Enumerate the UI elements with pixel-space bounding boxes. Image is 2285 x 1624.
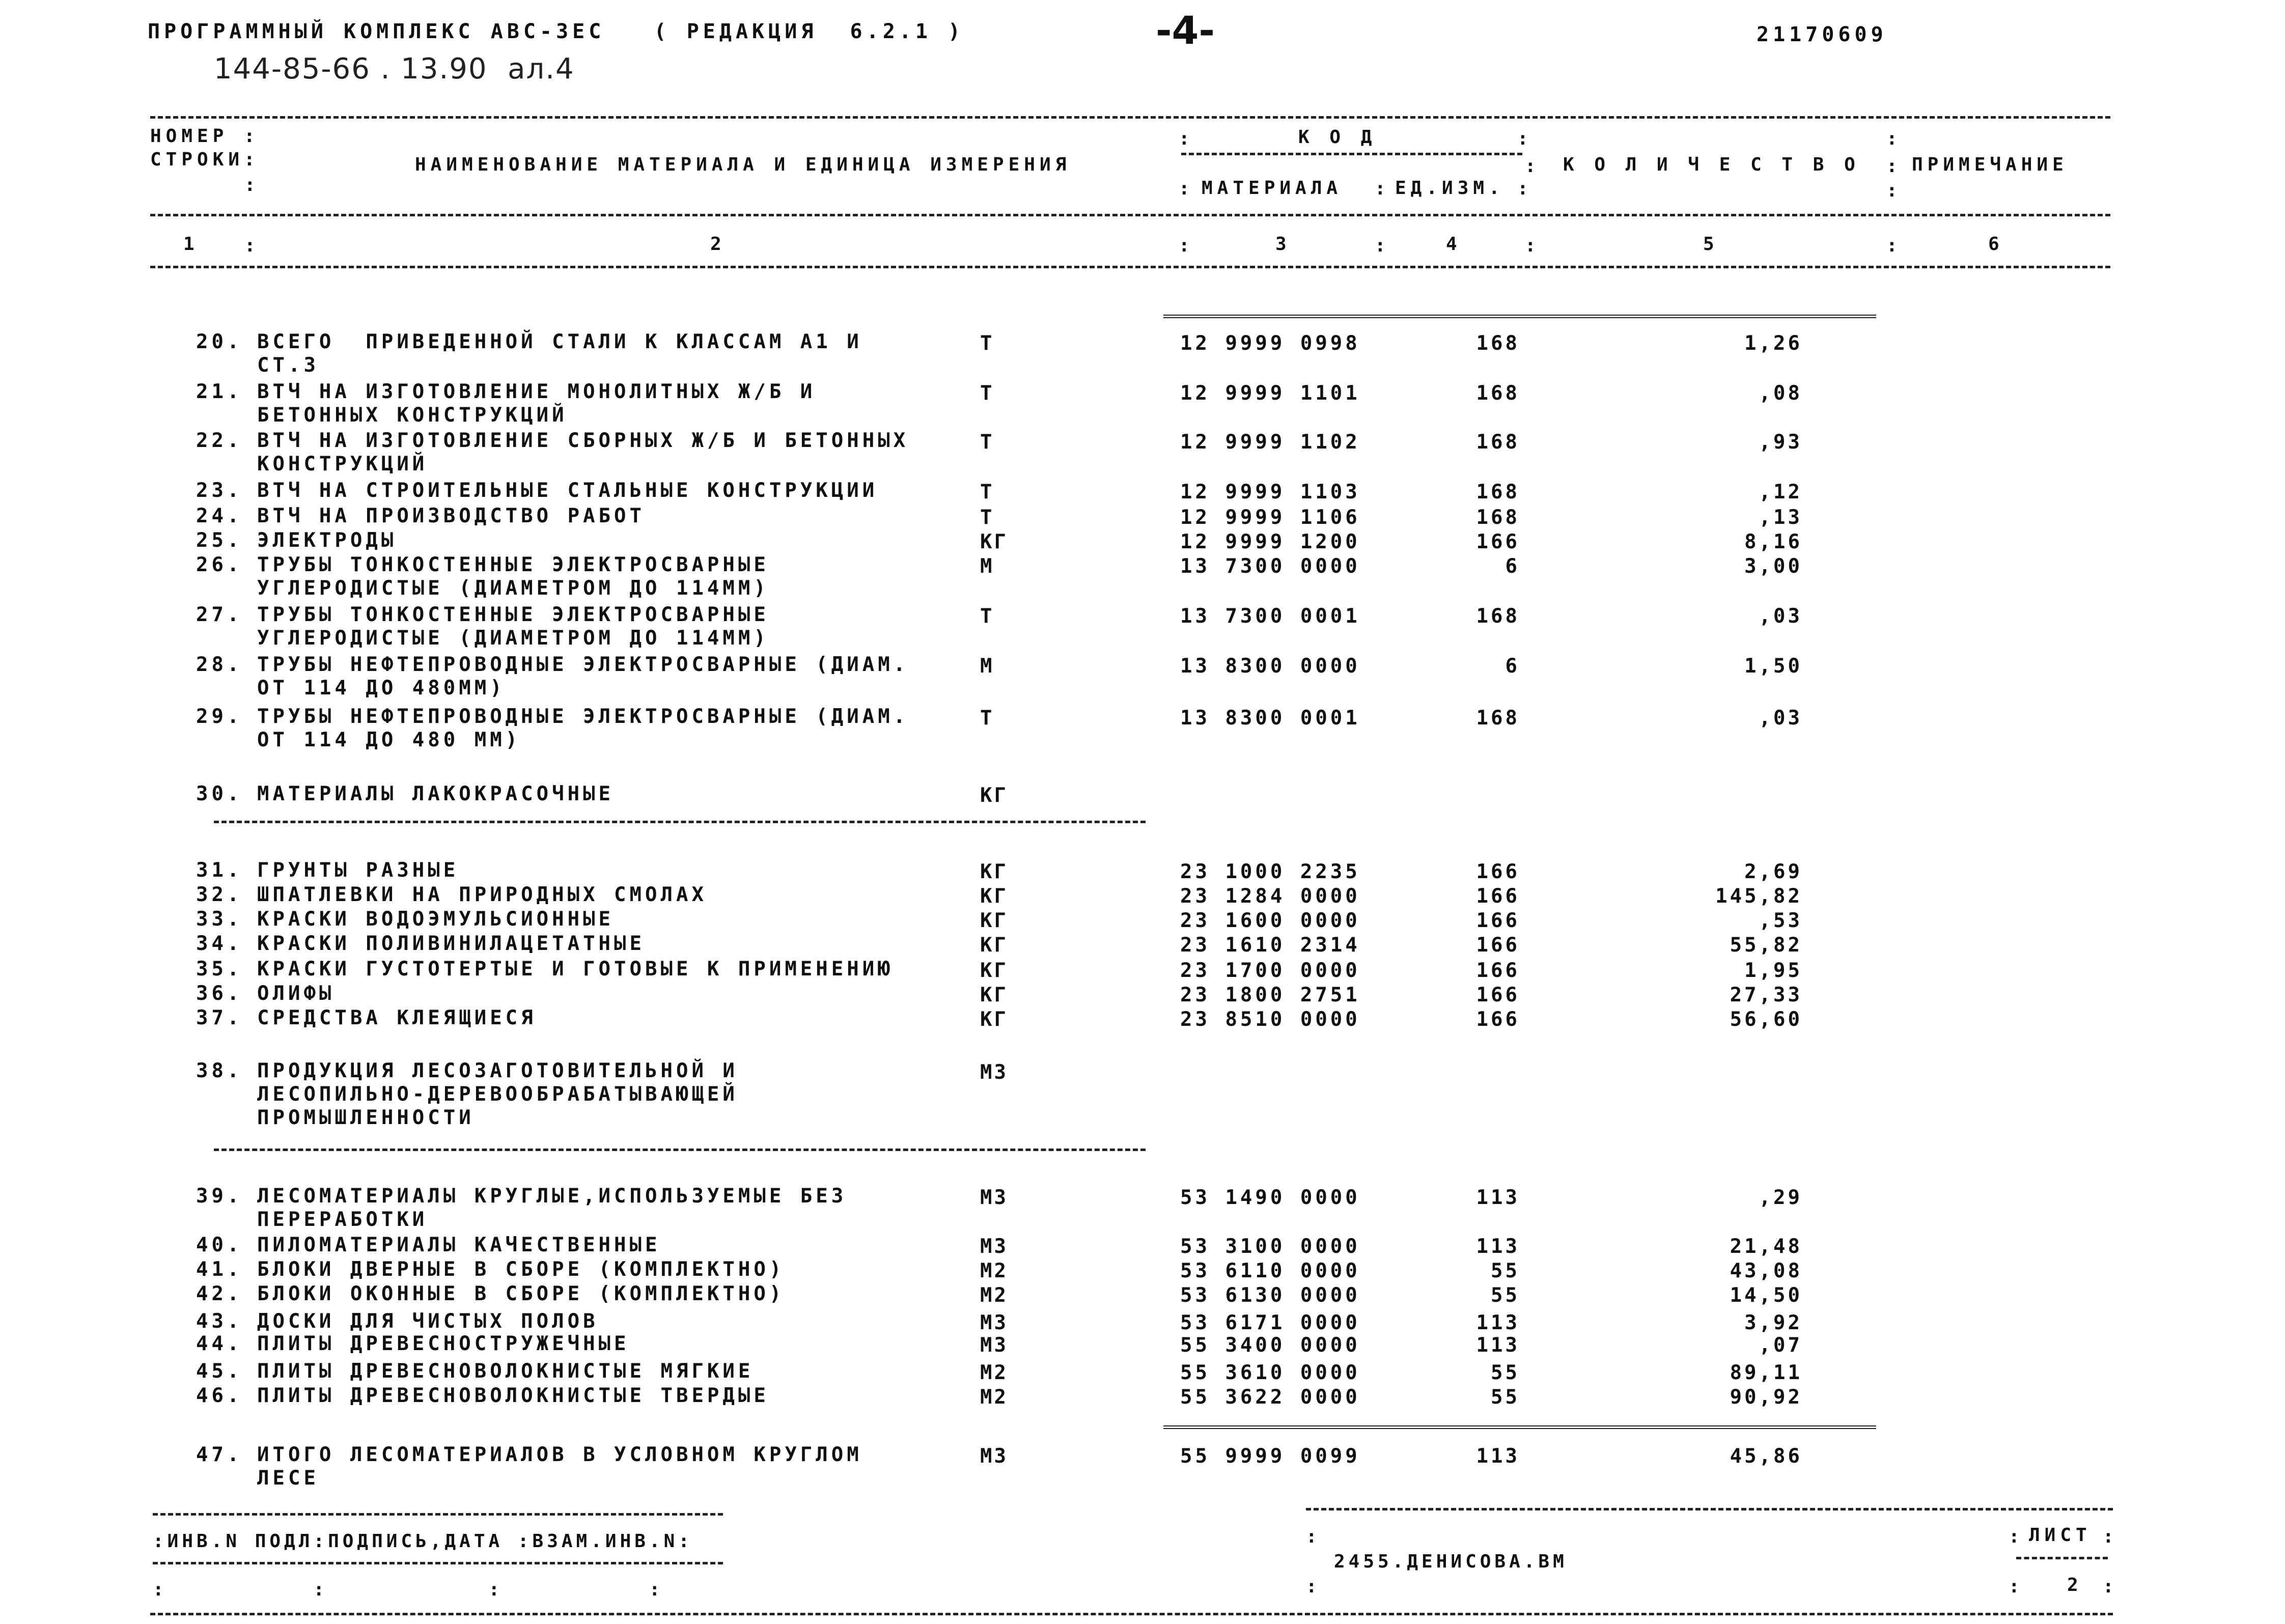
col-note-header: ПРИМЕЧАНИЕ xyxy=(1912,154,2068,175)
unit-code: 113 xyxy=(1476,1311,1520,1334)
quantity-value: ,08 xyxy=(1759,382,1802,405)
row-number: 24. xyxy=(196,505,243,527)
material-name: БЕТОННЫХ КОНСТРУКЦИЙ xyxy=(257,404,568,427)
material-name: УГЛЕРОДИСТЫЕ (ДИАМЕТРОМ ДО 114ММ) xyxy=(257,627,769,650)
material-name: ПРОДУКЦИЯ ЛЕСОЗАГОТОВИТЕЛЬНОЙ И xyxy=(257,1059,738,1082)
row-number: 33. xyxy=(196,908,243,931)
col-separator: : xyxy=(1179,178,1190,199)
material-name: ОЛИФЫ xyxy=(257,982,335,1005)
unit-of-measure: КГ xyxy=(980,885,1008,908)
unit-of-measure: КГ xyxy=(980,530,1008,553)
row-number: 26. xyxy=(196,553,243,576)
row-number: 39. xyxy=(196,1185,243,1208)
unit-of-measure: Т xyxy=(980,481,994,503)
material-name: ВТЧ НА ИЗГОТОВЛЕНИЕ СБОРНЫХ Ж/Б И БЕТОННЫХ xyxy=(257,429,909,452)
material-code: 53 6130 0000 xyxy=(1180,1284,1360,1307)
unit-code: 6 xyxy=(1505,555,1520,578)
quantity-value: 43,08 xyxy=(1730,1259,1802,1282)
unit-of-measure: Т xyxy=(980,506,994,529)
unit-of-measure: КГ xyxy=(980,984,1008,1006)
row-number: 35. xyxy=(196,958,243,981)
material-name: ИТОГО ЛЕСОМАТЕРИАЛОВ В УСЛОВНОМ КРУГЛОМ xyxy=(257,1443,862,1466)
material-code: 53 3100 0000 xyxy=(1180,1235,1360,1258)
material-code: 23 1610 2314 xyxy=(1180,934,1360,957)
handwritten-reference: 144-85-66 . 13.90 ал.4 xyxy=(214,52,575,86)
unit-of-measure: Т xyxy=(980,707,994,730)
col-quantity-header: К О Л И Ч Е С Т В О xyxy=(1563,154,1860,175)
col-name-index: 2 xyxy=(710,234,726,255)
unit-code: 166 xyxy=(1476,860,1520,883)
stamp-header: :ИНВ.N ПОДЛ:ПОДПИСЬ,ДАТА :ВЗАМ.ИНВ.N: xyxy=(153,1531,693,1552)
unit-code: 166 xyxy=(1476,934,1520,957)
stamp-fields: : : : : xyxy=(153,1579,664,1600)
quantity-value: 3,92 xyxy=(1744,1311,1802,1334)
col-number-header-1: НОМЕР : xyxy=(150,126,260,147)
material-name: ТРУБЫ ТОНКОСТЕННЫЕ ЭЛЕКТРОСВАРНЫЕ xyxy=(257,553,769,576)
unit-of-measure: М3 xyxy=(980,1186,1008,1209)
material-code: 53 1490 0000 xyxy=(1180,1186,1360,1209)
quantity-value: 21,48 xyxy=(1730,1235,1802,1258)
row-number: 29. xyxy=(196,705,243,728)
unit-code: 166 xyxy=(1476,984,1520,1006)
unit-of-measure: М3 xyxy=(980,1235,1008,1258)
quantity-value: ,53 xyxy=(1759,909,1802,932)
unit-code: 113 xyxy=(1476,1445,1520,1468)
material-code: 23 1000 2235 xyxy=(1180,860,1360,883)
quantity-value: 1,95 xyxy=(1744,959,1802,982)
quantity-value: 90,92 xyxy=(1730,1386,1802,1409)
material-code: 23 1800 2751 xyxy=(1180,984,1360,1006)
document-code: 21170609 xyxy=(1757,23,1887,46)
col-separator: : xyxy=(1179,235,1190,256)
material-name: ПЛИТЫ ДРЕВЕСНОВОЛОКНИСТЫЕ МЯГКИЕ xyxy=(257,1360,754,1383)
row-number: 44. xyxy=(196,1332,243,1355)
col-separator: : xyxy=(1517,128,1528,149)
col-unit-index: 4 xyxy=(1446,234,1462,255)
unit-code: 55 xyxy=(1491,1284,1520,1307)
material-name: ЛЕСОМАТЕРИАЛЫ КРУГЛЫЕ,ИСПОЛЬЗУЕМЫЕ БЕЗ xyxy=(257,1185,847,1208)
col-separator: : xyxy=(2009,1526,2020,1547)
material-code: 13 7300 0000 xyxy=(1180,555,1360,578)
col-separator: : xyxy=(2009,1576,2020,1597)
quantity-value: 3,00 xyxy=(1744,555,1802,578)
col-separator: : xyxy=(1886,128,1898,149)
quantity-value: 8,16 xyxy=(1744,530,1802,553)
material-code: 13 7300 0001 xyxy=(1180,605,1360,628)
row-number: 32. xyxy=(196,883,243,906)
row-number: 40. xyxy=(196,1234,243,1256)
stamp-middle-rule xyxy=(153,1562,723,1564)
page-number: -4- xyxy=(1156,8,1215,53)
material-name: ДОСКИ ДЛЯ ЧИСТЫХ ПОЛОВ xyxy=(257,1310,599,1333)
col-separator: : xyxy=(1306,1576,1317,1597)
code-header: К О Д xyxy=(1298,127,1377,148)
material-code: 55 3622 0000 xyxy=(1180,1386,1360,1409)
material-name: ПЛИТЫ ДРЕВЕСНОВОЛОКНИСТЫЕ ТВЕРДЫЕ xyxy=(257,1384,769,1407)
unit-code: 55 xyxy=(1491,1386,1520,1409)
material-code: 23 1284 0000 xyxy=(1180,885,1360,908)
quantity-value: 56,60 xyxy=(1730,1008,1802,1031)
row-number: 36. xyxy=(196,982,243,1005)
row-number: 27. xyxy=(196,603,243,626)
unit-of-measure: М3 xyxy=(980,1061,1008,1084)
material-code: 53 6171 0000 xyxy=(1180,1311,1360,1334)
material-code: 55 3610 0000 xyxy=(1180,1361,1360,1384)
material-name: ВСЕГО ПРИВЕДЕННОЙ СТАЛИ К КЛАССАМ А1 И xyxy=(257,330,862,353)
program-title: ПРОГРАММНЫЙ КОМПЛЕКС АВС-3ЕС ( РЕДАКЦИЯ 6.2.1 ) xyxy=(148,20,965,43)
material-code: 13 8300 0001 xyxy=(1180,707,1360,730)
section-separator-paint xyxy=(214,821,1146,823)
unit-code: 166 xyxy=(1476,909,1520,932)
sheet-number: 2 xyxy=(2067,1575,2083,1595)
row-number: 42. xyxy=(196,1282,243,1305)
material-code: 12 9999 1106 xyxy=(1180,506,1360,529)
col-separator: : xyxy=(2103,1526,2114,1547)
unit-of-measure: М2 xyxy=(980,1361,1008,1384)
total-separator-bottom xyxy=(1163,1425,1876,1429)
material-code: 23 8510 0000 xyxy=(1180,1008,1360,1031)
row-number: 21. xyxy=(196,380,243,403)
material-code: 12 9999 1103 xyxy=(1180,481,1360,503)
total-separator-top xyxy=(1163,315,1876,318)
unit-of-measure: КГ xyxy=(980,784,1008,807)
material-name: ГРУНТЫ РАЗНЫЕ xyxy=(257,859,459,882)
row-number: 46. xyxy=(196,1384,243,1407)
code-unit-header: ЕД.ИЗМ. xyxy=(1395,178,1504,199)
unit-code: 166 xyxy=(1476,530,1520,553)
material-code: 55 9999 0099 xyxy=(1180,1445,1360,1468)
col-separator: : xyxy=(1886,180,1898,201)
quantity-value: 27,33 xyxy=(1730,984,1802,1006)
material-code: 23 1600 0000 xyxy=(1180,909,1360,932)
quantity-value: ,93 xyxy=(1759,431,1802,454)
material-name: ТРУБЫ ТОНКОСТЕННЫЕ ЭЛЕКТРОСВАРНЫЕ xyxy=(257,603,769,626)
col-separator: : xyxy=(1306,1526,1317,1547)
quantity-value: 145,82 xyxy=(1715,885,1802,908)
header-bottom-rule xyxy=(150,266,2110,268)
material-code: 23 1700 0000 xyxy=(1180,959,1360,982)
unit-of-measure: Т xyxy=(980,605,994,628)
row-number: 43. xyxy=(196,1310,243,1333)
material-name: ЛЕСЕ xyxy=(257,1467,319,1490)
quantity-value: 55,82 xyxy=(1730,934,1802,957)
col-number-index: 1 xyxy=(183,234,199,255)
col-separator: : xyxy=(2103,1576,2114,1597)
row-number: 22. xyxy=(196,429,243,452)
material-name: УГЛЕРОДИСТЫЕ (ДИАМЕТРОМ ДО 114ММ) xyxy=(257,577,769,600)
quantity-value: 89,11 xyxy=(1730,1361,1802,1384)
col-separator: : xyxy=(1525,156,1536,177)
unit-of-measure: М xyxy=(980,555,994,578)
unit-of-measure: КГ xyxy=(980,959,1008,982)
material-name: ПЛИТЫ ДРЕВЕСНОСТРУЖЕЧНЫЕ xyxy=(257,1332,630,1355)
material-name: ШПАТЛЕВКИ НА ПРИРОДНЫХ СМОЛАХ xyxy=(257,883,707,906)
unit-of-measure: М3 xyxy=(980,1311,1008,1334)
unit-of-measure: КГ xyxy=(980,909,1008,932)
row-number: 30. xyxy=(196,782,243,805)
unit-code: 168 xyxy=(1476,506,1520,529)
quantity-value: ,03 xyxy=(1759,605,1802,628)
col-separator: : xyxy=(1886,235,1898,256)
unit-code: 6 xyxy=(1505,655,1520,678)
unit-code: 113 xyxy=(1476,1186,1520,1209)
quantity-value: ,07 xyxy=(1759,1334,1802,1357)
material-name: ВТЧ НА ИЗГОТОВЛЕНИЕ МОНОЛИТНЫХ Ж/Б И xyxy=(257,380,816,403)
unit-code: 55 xyxy=(1491,1259,1520,1282)
col-name-header: НАИМЕНОВАНИЕ МАТЕРИАЛА И ЕДИНИЦА ИЗМЕРЕНИЯ xyxy=(415,154,1071,175)
row-number: 25. xyxy=(196,529,243,552)
material-code: 12 9999 1101 xyxy=(1180,382,1360,405)
signature-top-rule xyxy=(1306,1508,2113,1510)
material-code: 12 9999 1102 xyxy=(1180,431,1360,454)
row-number: 45. xyxy=(196,1360,243,1383)
unit-of-measure: КГ xyxy=(980,1008,1008,1031)
quantity-value: 1,26 xyxy=(1744,332,1802,355)
material-name: ТРУБЫ НЕФТЕПРОВОДНЫЕ ЭЛЕКТРОСВАРНЫЕ (ДИАМ. xyxy=(257,705,909,728)
unit-code: 166 xyxy=(1476,959,1520,982)
col-separator: : xyxy=(1375,178,1386,199)
unit-of-measure: КГ xyxy=(980,860,1008,883)
unit-code: 166 xyxy=(1476,885,1520,908)
stamp-top-rule xyxy=(153,1513,723,1516)
row-number: 20. xyxy=(196,330,243,353)
quantity-value: ,13 xyxy=(1759,506,1802,529)
quantity-value: ,12 xyxy=(1759,481,1802,503)
col-separator: : xyxy=(1179,128,1190,149)
material-name: ПИЛОМАТЕРИАЛЫ КАЧЕСТВЕННЫЕ xyxy=(257,1234,661,1256)
sheet-box-rule xyxy=(2016,1557,2108,1559)
material-name: ПРОМЫШЛЕННОСТИ xyxy=(257,1106,475,1129)
unit-of-measure: М xyxy=(980,655,994,678)
unit-of-measure: Т xyxy=(980,382,994,405)
material-name: ОТ 114 ДО 480 ММ) xyxy=(257,729,521,751)
unit-code: 168 xyxy=(1476,332,1520,355)
col-separator: : xyxy=(1886,156,1898,177)
unit-code: 113 xyxy=(1476,1334,1520,1357)
row-number: 37. xyxy=(196,1006,243,1029)
unit-of-measure: КГ xyxy=(980,934,1008,957)
col-separator: : xyxy=(1525,235,1536,256)
material-name: СРЕДСТВА КЛЕЯЩИЕСЯ xyxy=(257,1006,537,1029)
col-separator: : xyxy=(244,235,256,256)
material-name: МАТЕРИАЛЫ ЛАКОКРАСОЧНЫЕ xyxy=(257,782,615,805)
unit-of-measure: М2 xyxy=(980,1284,1008,1307)
quantity-value: 45,86 xyxy=(1730,1445,1802,1468)
unit-code: 166 xyxy=(1476,1008,1520,1031)
quantity-value: 1,50 xyxy=(1744,655,1802,678)
unit-of-measure: М2 xyxy=(980,1386,1008,1409)
sheet-label: ЛИСТ xyxy=(2029,1525,2092,1546)
row-number: 34. xyxy=(196,932,243,955)
section-separator-wood xyxy=(214,1149,1146,1151)
material-code: 53 6110 0000 xyxy=(1180,1259,1360,1282)
unit-code: 168 xyxy=(1476,481,1520,503)
unit-code: 168 xyxy=(1476,431,1520,454)
unit-code: 168 xyxy=(1476,382,1520,405)
unit-code: 168 xyxy=(1476,605,1520,628)
header-top-rule xyxy=(150,116,2110,119)
unit-of-measure: Т xyxy=(980,332,994,355)
material-name: КРАСКИ ГУСТОТЕРТЫЕ И ГОТОВЫЕ К ПРИМЕНЕНИЮ xyxy=(257,958,894,981)
row-number: 31. xyxy=(196,859,243,882)
material-code: 13 8300 0000 xyxy=(1180,655,1360,678)
header-middle-rule xyxy=(150,214,2110,216)
quantity-value: ,29 xyxy=(1759,1186,1802,1209)
col-note-index: 6 xyxy=(1988,234,2004,255)
unit-code: 55 xyxy=(1491,1361,1520,1384)
material-name: ЛЕСОПИЛЬНО-ДЕРЕВООБРАБАТЫВАЮЩЕЙ xyxy=(257,1083,738,1106)
material-name: КОНСТРУКЦИЙ xyxy=(257,453,428,475)
author-signature: 2455.ДЕНИСОВА.ВМ xyxy=(1334,1551,1568,1572)
col-number-header-3: : xyxy=(244,175,260,195)
unit-of-measure: Т xyxy=(980,431,994,454)
row-number: 41. xyxy=(196,1258,243,1281)
page-bottom-rule xyxy=(150,1613,2113,1615)
col-material-index: 3 xyxy=(1275,234,1291,255)
material-name: ВТЧ НА СТРОИТЕЛЬНЫЕ СТАЛЬНЫЕ КОНСТРУКЦИИ xyxy=(257,479,878,502)
unit-of-measure: М3 xyxy=(980,1445,1008,1468)
material-name: БЛОКИ ДВЕРНЫЕ В СБОРЕ (КОМПЛЕКТНО) xyxy=(257,1258,785,1281)
quantity-value: ,03 xyxy=(1759,707,1802,730)
unit-code: 168 xyxy=(1476,707,1520,730)
quantity-value: 2,69 xyxy=(1744,860,1802,883)
material-name: ЭЛЕКТРОДЫ xyxy=(257,529,397,552)
col-separator: : xyxy=(1375,235,1386,256)
row-number: 47. xyxy=(196,1443,243,1466)
material-code: 12 9999 0998 xyxy=(1180,332,1360,355)
material-name: ПЕРЕРАБОТКИ xyxy=(257,1208,428,1231)
col-number-header-2: СТРОКИ: xyxy=(150,149,260,170)
material-name: КРАСКИ ПОЛИВИНИЛАЦЕТАТНЫЕ xyxy=(257,932,645,955)
material-name: СТ.3 xyxy=(257,354,319,377)
material-name: БЛОКИ ОКОННЫЕ В СБОРЕ (КОМПЛЕКТНО) xyxy=(257,1282,785,1305)
code-material-header: МАТЕРИАЛА xyxy=(1202,178,1343,199)
col-quantity-index: 5 xyxy=(1703,234,1719,255)
unit-code: 113 xyxy=(1476,1235,1520,1258)
quantity-value: 14,50 xyxy=(1730,1284,1802,1307)
material-code: 55 3400 0000 xyxy=(1180,1334,1360,1357)
code-sub-rule xyxy=(1181,153,1522,155)
material-name: ВТЧ НА ПРОИЗВОДСТВО РАБОТ xyxy=(257,505,645,527)
col-separator: : xyxy=(1517,178,1528,199)
unit-of-measure: М3 xyxy=(980,1334,1008,1357)
material-name: ТРУБЫ НЕФТЕПРОВОДНЫЕ ЭЛЕКТРОСВАРНЫЕ (ДИАМ. xyxy=(257,653,909,676)
material-code: 12 9999 1200 xyxy=(1180,530,1360,553)
material-name: КРАСКИ ВОДОЭМУЛЬСИОННЫЕ xyxy=(257,908,615,931)
row-number: 28. xyxy=(196,653,243,676)
row-number: 38. xyxy=(196,1059,243,1082)
unit-of-measure: М2 xyxy=(980,1259,1008,1282)
material-name: ОТ 114 ДО 480ММ) xyxy=(257,677,506,699)
row-number: 23. xyxy=(196,479,243,502)
